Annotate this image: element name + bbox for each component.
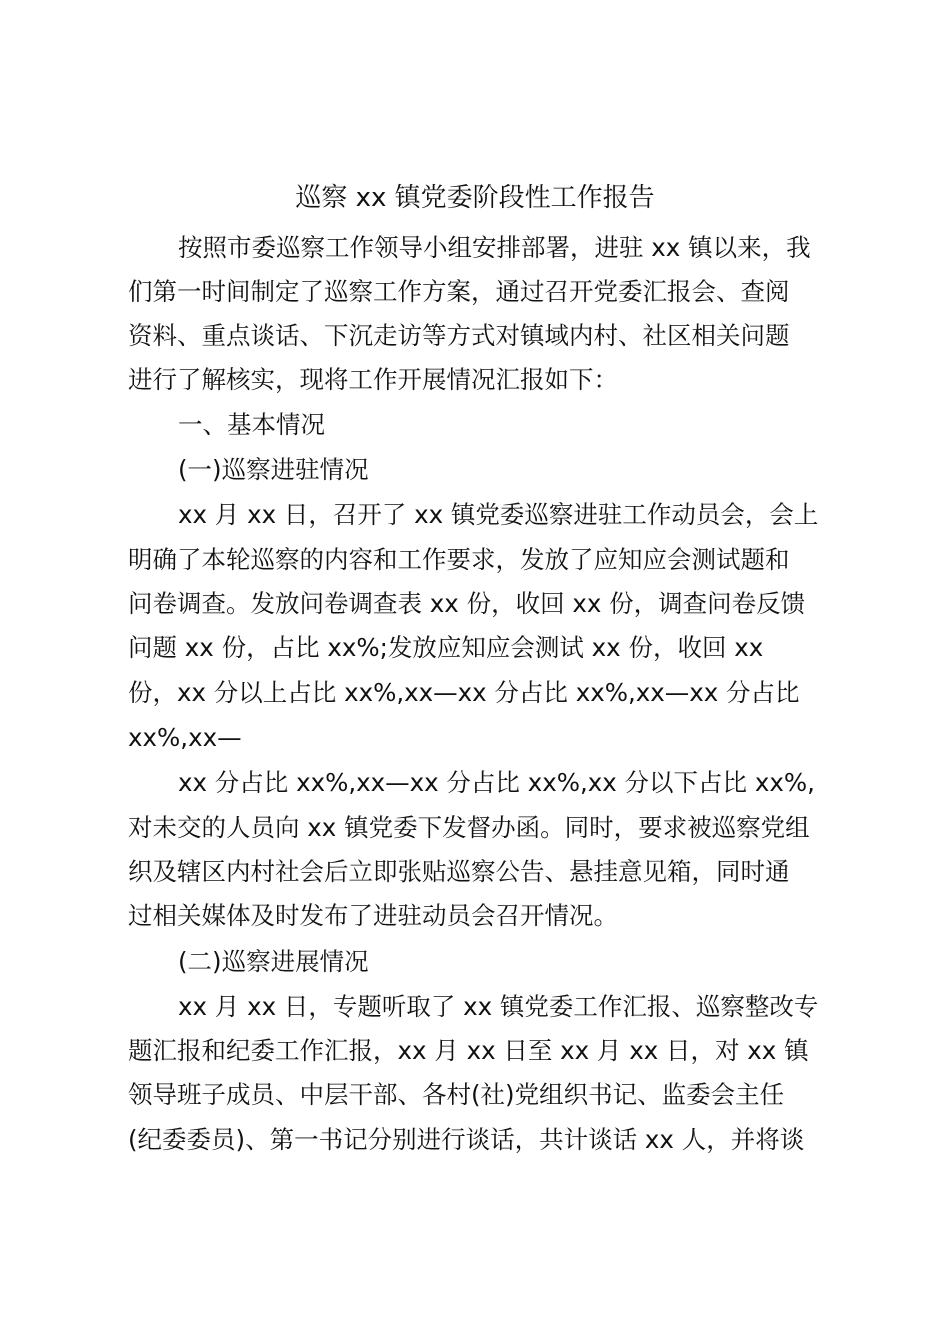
paragraph-line: 问卷调查。发放问卷调查表 xx 份，收回 xx 份，调查问卷反馈 bbox=[128, 589, 806, 618]
paragraph-line: 题汇报和纪委工作汇报，xx 月 xx 日至 xx 月 xx 日，对 xx 镇 bbox=[128, 1036, 809, 1065]
subsection-heading: (二)巡察进展情况 bbox=[178, 947, 369, 976]
paragraph-line: (纪委委员)、第一书记分别进行谈话，共计谈话 xx 人，并将谈 bbox=[128, 1125, 805, 1154]
paragraph-line: 对未交的人员向 xx 镇党委下发督办函。同时，要求被巡察党组 bbox=[128, 813, 810, 842]
paragraph-line: 织及辖区内村社会后立即张贴巡察公告、悬挂意见箱，同时通 bbox=[128, 857, 790, 886]
paragraph-line: 领导班子成员、中层干部、各村(社)党组织书记、监委会主任 bbox=[128, 1080, 785, 1109]
paragraph-line: 明确了本轮巡察的内容和工作要求，发放了应知应会测试题和 bbox=[128, 545, 790, 574]
paragraph-line: xx 月 xx 日，召开了 xx 镇党委巡察进驻工作动员会，会上 bbox=[178, 500, 819, 529]
paragraph-line: xx 月 xx 日，专题听取了 xx 镇党委工作汇报、巡察整改专 bbox=[178, 992, 819, 1021]
paragraph-line: 问题 xx 份，占比 xx%;发放应知应会测试 xx 份，收回 xx bbox=[128, 633, 764, 662]
section-heading: 一、基本情况 bbox=[178, 410, 325, 439]
document-title: 巡察 xx 镇党委阶段性工作报告 bbox=[295, 183, 655, 213]
paragraph-line: 按照市委巡察工作领导小组安排部署，进驻 xx 镇以来，我 bbox=[178, 233, 811, 262]
subsection-heading: (一)巡察进驻情况 bbox=[178, 455, 369, 484]
paragraph-line: xx 分占比 xx%,xx—xx 分占比 xx%,xx 分以下占比 xx%, bbox=[178, 768, 815, 797]
paragraph-line: 进行了解核实，现将工作开展情况汇报如下： bbox=[128, 365, 618, 394]
paragraph-line: 份，xx 分以上占比 xx%,xx—xx 分占比 xx%,xx—xx 分占比 bbox=[128, 678, 800, 707]
paragraph-line: 们第一时间制定了巡察工作方案，通过召开党委汇报会、查阅 bbox=[128, 277, 790, 306]
paragraph-line: 资料、重点谈话、下沉走访等方式对镇域内村、社区相关问题 bbox=[128, 321, 790, 350]
paragraph-line: xx%,xx— bbox=[128, 723, 242, 752]
paragraph-line: 过相关媒体及时发布了进驻动员会召开情况。 bbox=[128, 901, 618, 930]
